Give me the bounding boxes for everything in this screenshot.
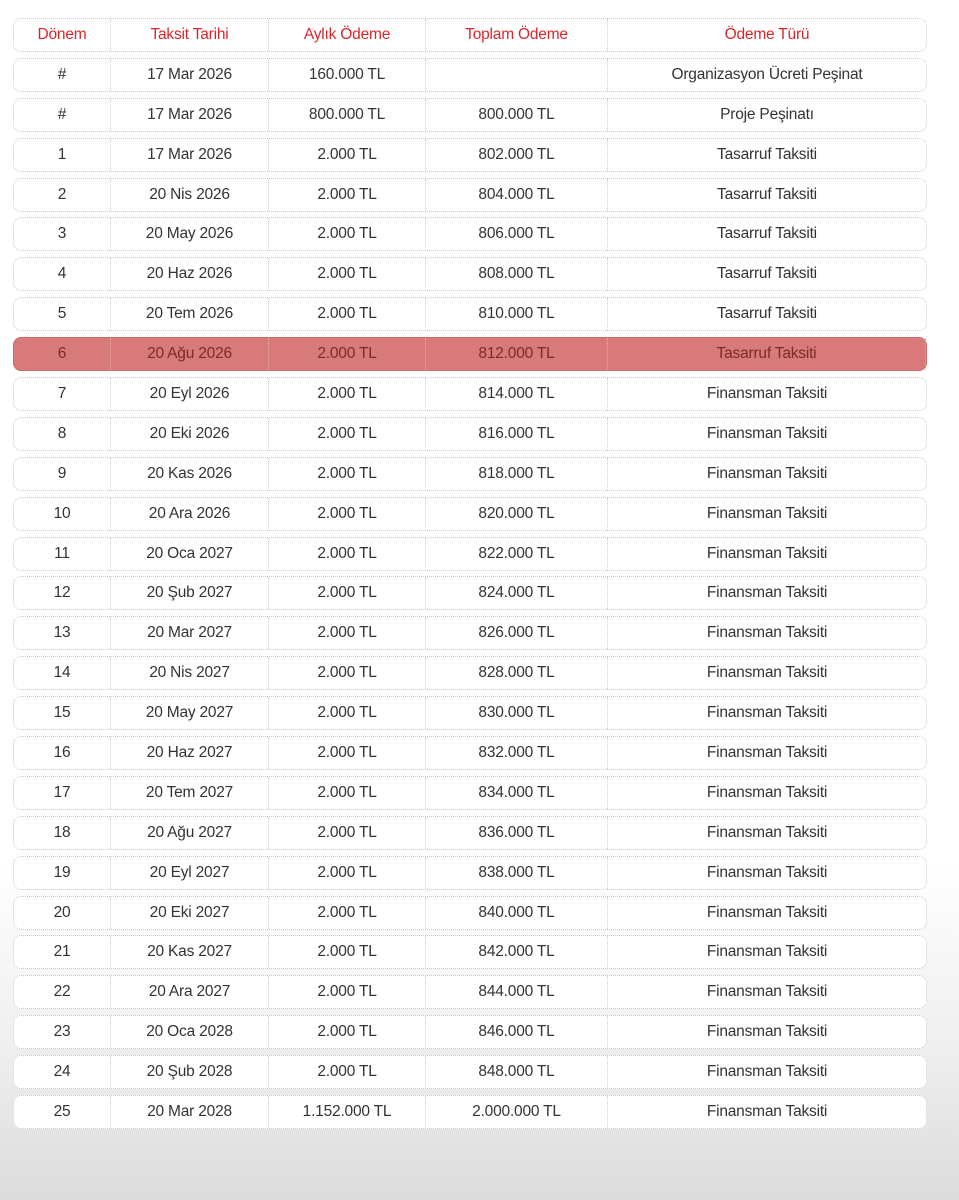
cell-odeme-turu: Finansman Taksiti (706, 504, 828, 522)
cell-toplam-odeme: 836.000 TL (426, 817, 608, 849)
cell-toplam-odeme: 820.000 TL (426, 498, 608, 530)
cell-odeme-turu: Finansman Taksiti (706, 584, 828, 602)
table-row[interactable] (13, 896, 927, 930)
cell-odeme-turu: Tasarruf Taksiti (717, 265, 817, 283)
cell-aylik-odeme: 2.000 TL (269, 538, 426, 570)
cell-aylik-odeme: 2.000 TL (269, 378, 426, 410)
table-row[interactable] (13, 856, 927, 890)
cell-taksit-tarihi: 17 Mar 2026 (111, 99, 269, 131)
cell-odeme-turu: Proje Peşinatı (720, 105, 814, 123)
cell-toplam-odeme: 842.000 TL (426, 936, 608, 968)
cell-odeme-turu: Finansman Taksiti (706, 1023, 828, 1041)
header-aylik-odeme: Aylık Ödeme (269, 19, 426, 51)
cell-donem: 19 (14, 857, 111, 889)
cell-donem: 25 (14, 1096, 111, 1128)
cell-toplam-odeme: 818.000 TL (426, 458, 608, 490)
cell-aylik-odeme: 2.000 TL (269, 498, 426, 530)
cell-aylik-odeme: 2.000 TL (269, 338, 426, 370)
cell-donem: 14 (14, 657, 111, 689)
cell-taksit-tarihi: 20 Eki 2026 (111, 418, 269, 450)
cell-toplam-odeme: 800.000 TL (426, 99, 608, 131)
cell-odeme-turu: Finansman Taksiti (706, 863, 828, 881)
cell-taksit-tarihi: 17 Mar 2026 (111, 139, 269, 171)
cell-aylik-odeme: 2.000 TL (269, 697, 426, 729)
cell-aylik-odeme: 2.000 TL (269, 817, 426, 849)
cell-aylik-odeme: 2.000 TL (269, 458, 426, 490)
cell-donem: 17 (14, 777, 111, 809)
cell-taksit-tarihi: 20 Nis 2027 (111, 657, 269, 689)
cell-donem: 2 (14, 179, 111, 211)
cell-donem: 18 (14, 817, 111, 849)
cell-donem: 10 (14, 498, 111, 530)
cell-odeme-turu: Finansman Taksiti (706, 664, 828, 682)
cell-taksit-tarihi: 20 Kas 2027 (111, 936, 269, 968)
cell-aylik-odeme: 1.152.000 TL (269, 1096, 426, 1128)
cell-aylik-odeme: 2.000 TL (269, 737, 426, 769)
cell-donem: 4 (14, 258, 111, 290)
cell-taksit-tarihi: 20 Ağu 2026 (111, 338, 269, 370)
table-row[interactable] (13, 696, 927, 730)
cell-donem: 20 (14, 897, 111, 929)
cell-toplam-odeme (426, 59, 608, 91)
table-row[interactable] (13, 138, 927, 172)
cell-aylik-odeme: 2.000 TL (269, 777, 426, 809)
table-row[interactable] (13, 576, 927, 610)
table-row[interactable] (13, 736, 927, 770)
cell-donem: 21 (14, 936, 111, 968)
cell-aylik-odeme: 2.000 TL (269, 218, 426, 250)
cell-donem: 12 (14, 577, 111, 609)
table-row[interactable] (13, 98, 927, 132)
cell-toplam-odeme: 824.000 TL (426, 577, 608, 609)
cell-taksit-tarihi: 20 Oca 2027 (111, 538, 269, 570)
cell-taksit-tarihi: 20 Eyl 2027 (111, 857, 269, 889)
cell-toplam-odeme: 846.000 TL (426, 1016, 608, 1048)
cell-aylik-odeme: 2.000 TL (269, 936, 426, 968)
cell-donem: 9 (14, 458, 111, 490)
cell-aylik-odeme: 2.000 TL (269, 617, 426, 649)
cell-toplam-odeme: 2.000.000 TL (426, 1096, 608, 1128)
cell-aylik-odeme: 160.000 TL (269, 59, 426, 91)
header-donem: Dönem (14, 19, 111, 51)
cell-taksit-tarihi: 20 Ara 2027 (111, 976, 269, 1008)
cell-odeme-turu: Finansman Taksiti (706, 943, 828, 961)
cell-toplam-odeme: 814.000 TL (426, 378, 608, 410)
table-row[interactable] (13, 537, 927, 571)
cell-aylik-odeme: 2.000 TL (269, 857, 426, 889)
table-row[interactable] (13, 656, 927, 690)
payment-schedule-table (13, 18, 927, 1135)
cell-toplam-odeme: 838.000 TL (426, 857, 608, 889)
cell-aylik-odeme: 2.000 TL (269, 657, 426, 689)
cell-aylik-odeme: 800.000 TL (269, 99, 426, 131)
cell-toplam-odeme: 804.000 TL (426, 179, 608, 211)
cell-donem: 5 (14, 298, 111, 330)
cell-odeme-turu: Finansman Taksiti (706, 744, 828, 762)
cell-toplam-odeme: 808.000 TL (426, 258, 608, 290)
cell-odeme-turu: Tasarruf Taksiti (608, 338, 926, 370)
cell-aylik-odeme: 2.000 TL (269, 1056, 426, 1088)
header-toplam-odeme: Toplam Ödeme (426, 19, 608, 51)
cell-odeme-turu: Finansman Taksiti (706, 704, 828, 722)
cell-toplam-odeme: 802.000 TL (426, 139, 608, 171)
cell-taksit-tarihi: 20 Haz 2026 (111, 258, 269, 290)
header-odeme-turu: Ödeme Türü (724, 26, 810, 43)
cell-odeme-turu: Tasarruf Taksiti (717, 185, 817, 203)
cell-aylik-odeme: 2.000 TL (269, 897, 426, 929)
cell-toplam-odeme: 832.000 TL (426, 737, 608, 769)
cell-donem: 3 (14, 218, 111, 250)
cell-odeme-turu: Finansman Taksiti (706, 385, 828, 403)
cell-donem: 11 (14, 538, 111, 570)
cell-taksit-tarihi: 17 Mar 2026 (111, 59, 269, 91)
cell-toplam-odeme: 834.000 TL (426, 777, 608, 809)
cell-toplam-odeme: 844.000 TL (426, 976, 608, 1008)
cell-odeme-turu: Finansman Taksiti (706, 983, 828, 1001)
cell-odeme-turu: Finansman Taksiti (706, 464, 828, 482)
cell-toplam-odeme: 826.000 TL (426, 617, 608, 649)
cell-odeme-turu: Tasarruf Taksiti (717, 145, 817, 163)
cell-odeme-turu: Finansman Taksiti (706, 903, 828, 921)
header-taksit-tarihi: Taksit Tarihi (111, 19, 269, 51)
cell-aylik-odeme: 2.000 TL (269, 258, 426, 290)
cell-taksit-tarihi: 20 Oca 2028 (111, 1016, 269, 1048)
cell-odeme-turu: Finansman Taksiti (706, 1063, 828, 1081)
table-row[interactable] (13, 297, 927, 331)
cell-toplam-odeme: 848.000 TL (426, 1056, 608, 1088)
cell-odeme-turu: Tasarruf Taksiti (717, 225, 817, 243)
table-row[interactable] (13, 457, 927, 491)
cell-taksit-tarihi: 20 Mar 2028 (111, 1096, 269, 1128)
cell-odeme-turu: Finansman Taksiti (706, 823, 828, 841)
cell-aylik-odeme: 2.000 TL (269, 139, 426, 171)
table-row[interactable] (13, 975, 927, 1009)
cell-donem: 7 (14, 378, 111, 410)
cell-donem: 23 (14, 1016, 111, 1048)
cell-donem: 16 (14, 737, 111, 769)
cell-taksit-tarihi: 20 Tem 2027 (111, 777, 269, 809)
table-header-row (13, 18, 927, 52)
table-row[interactable] (13, 616, 927, 650)
table-row[interactable] (13, 776, 927, 810)
cell-aylik-odeme: 2.000 TL (269, 418, 426, 450)
cell-taksit-tarihi: 20 Nis 2026 (111, 179, 269, 211)
cell-odeme-turu: Finansman Taksiti (706, 424, 828, 442)
cell-aylik-odeme: 2.000 TL (269, 976, 426, 1008)
table-row[interactable] (13, 58, 927, 92)
cell-taksit-tarihi: 20 Kas 2026 (111, 458, 269, 490)
cell-taksit-tarihi: 20 Ağu 2027 (111, 817, 269, 849)
cell-odeme-turu: Tasarruf Taksiti (717, 305, 817, 323)
cell-donem: 8 (14, 418, 111, 450)
table-row[interactable] (13, 417, 927, 451)
cell-donem: 1 (14, 139, 111, 171)
cell-donem: # (14, 99, 111, 131)
cell-toplam-odeme: 816.000 TL (426, 418, 608, 450)
table-row[interactable] (13, 497, 927, 531)
table-row[interactable] (13, 377, 927, 411)
cell-taksit-tarihi: 20 May 2027 (111, 697, 269, 729)
cell-taksit-tarihi: 20 Şub 2027 (111, 577, 269, 609)
cell-taksit-tarihi: 20 Eki 2027 (111, 897, 269, 929)
cell-odeme-turu: Finansman Taksiti (706, 1103, 828, 1121)
table-row[interactable] (13, 178, 927, 212)
table-row-highlighted[interactable] (13, 337, 927, 371)
table-row[interactable] (13, 1055, 927, 1089)
cell-taksit-tarihi: 20 Mar 2027 (111, 617, 269, 649)
cell-taksit-tarihi: 20 Şub 2028 (111, 1056, 269, 1088)
cell-odeme-turu: Finansman Taksiti (706, 624, 828, 642)
cell-taksit-tarihi: 20 Ara 2026 (111, 498, 269, 530)
cell-taksit-tarihi: 20 Tem 2026 (111, 298, 269, 330)
cell-toplam-odeme: 812.000 TL (426, 338, 608, 370)
cell-odeme-turu: Finansman Taksiti (706, 783, 828, 801)
table-row[interactable] (13, 257, 927, 291)
cell-toplam-odeme: 828.000 TL (426, 657, 608, 689)
cell-aylik-odeme: 2.000 TL (269, 1016, 426, 1048)
cell-toplam-odeme: 822.000 TL (426, 538, 608, 570)
cell-toplam-odeme: 810.000 TL (426, 298, 608, 330)
cell-aylik-odeme: 2.000 TL (269, 179, 426, 211)
table-row[interactable] (13, 1095, 927, 1129)
table-row[interactable] (13, 816, 927, 850)
cell-donem: 24 (14, 1056, 111, 1088)
cell-donem: 6 (14, 338, 111, 370)
table-row[interactable] (13, 935, 927, 969)
table-row[interactable] (13, 1015, 927, 1049)
cell-donem: 15 (14, 697, 111, 729)
cell-odeme-turu: Organizasyon Ücreti Peşinat (671, 65, 863, 83)
cell-taksit-tarihi: 20 May 2026 (111, 218, 269, 250)
table-row[interactable] (13, 217, 927, 251)
cell-taksit-tarihi: 20 Eyl 2026 (111, 378, 269, 410)
cell-aylik-odeme: 2.000 TL (269, 298, 426, 330)
cell-aylik-odeme: 2.000 TL (269, 577, 426, 609)
cell-taksit-tarihi: 20 Haz 2027 (111, 737, 269, 769)
cell-odeme-turu: Finansman Taksiti (706, 544, 828, 562)
cell-donem: # (14, 59, 111, 91)
cell-toplam-odeme: 806.000 TL (426, 218, 608, 250)
cell-toplam-odeme: 830.000 TL (426, 697, 608, 729)
cell-toplam-odeme: 840.000 TL (426, 897, 608, 929)
cell-donem: 22 (14, 976, 111, 1008)
cell-donem: 13 (14, 617, 111, 649)
